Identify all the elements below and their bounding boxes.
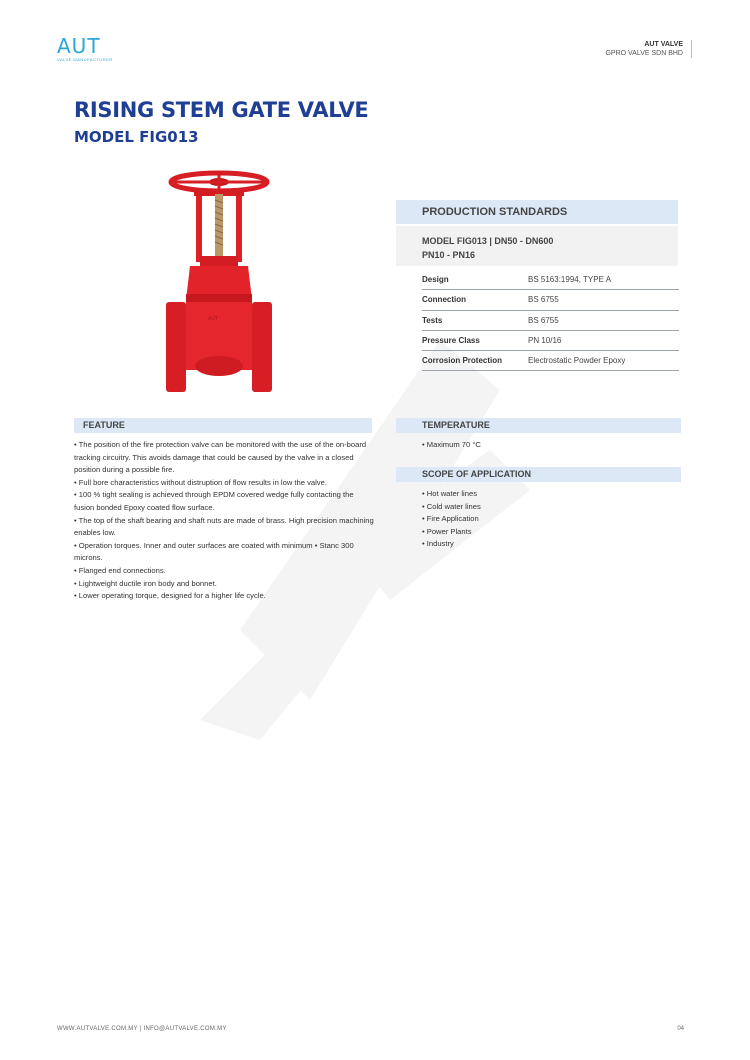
spec-value: BS 5163:1994, TYPE A [528, 275, 612, 285]
spec-value: BS 6755 [528, 315, 559, 325]
logo [57, 36, 113, 62]
spec-label: Pressure Class [422, 336, 480, 346]
list-item: • The position of the fire protection valve can be monitored with the use of the on-board tracking circuitry. This avoids damage that could be caused by the valve in a closed position during a possible fire. [74, 440, 367, 475]
list-item: • The top of the shaft bearing and shaft nuts are made of brass. High precision machining enables low. [74, 515, 374, 538]
spec-label: Connection [422, 295, 466, 305]
production-standards-heading: PRODUCTION STANDARDS [396, 200, 678, 224]
spec-label: Tests [422, 315, 443, 325]
model-range-line1: MODEL FIG013 | DN50 - DN600 [422, 236, 554, 246]
scope-list [422, 488, 481, 551]
svg-text:AUT: AUT [208, 316, 219, 322]
logo-text: AUT [57, 34, 101, 58]
model-range [396, 226, 678, 266]
logo-tagline: VALVE MANUFACTURER [57, 57, 113, 62]
list-item: • 100 % tight sealing is achieved through EPDM covered wedge fully contacting the fusion bonded Epoxy coated flow surface. [74, 490, 354, 512]
spec-label: Corrosion Protection [422, 356, 503, 366]
spec-table [422, 270, 679, 371]
model-range-line2: PN10 - PN16 [422, 250, 476, 260]
list-item: • Hot water lines [422, 489, 477, 498]
list-item: • Cold water lines [422, 501, 481, 511]
list-item: • Full bore characteristics without distruption of flow results in low the valve. [74, 477, 327, 487]
footer-contact: WWW.AUTVALVE.COM.MY | INFO@AUTVALVE.COM.MY [57, 1026, 227, 1032]
feature-list [74, 439, 374, 603]
temperature-list [422, 439, 481, 452]
model-subtitle: MODEL FIG013 [74, 128, 199, 146]
spec-row [422, 290, 679, 310]
spec-label: Design [422, 275, 449, 285]
temperature-heading: TEMPERATURE [396, 418, 681, 433]
spec-row [422, 270, 679, 290]
spec-row [422, 351, 679, 371]
spec-value: Electrostatic Powder Epoxy [528, 356, 626, 366]
list-item: • Fire Application [422, 514, 479, 524]
list-item: • Operation torques. Inner and outer surfaces are coated with minimum • Stanc 300 microns. [74, 540, 354, 563]
feature-heading: FEATURE [74, 418, 372, 433]
page-title: RISING STEM GATE VALVE [74, 98, 369, 122]
spec-value: PN 10/16 [528, 336, 562, 346]
list-item: • Industry [422, 539, 454, 549]
page-number: 04 [677, 1026, 684, 1032]
list-item: • Power Plants [422, 526, 472, 536]
scope-heading: SCOPE OF APPLICATION [396, 467, 681, 482]
company-info [605, 40, 692, 58]
list-item: • Maximum 70 °C [422, 440, 481, 449]
spec-value: BS 6755 [528, 295, 559, 305]
company-subname: GPRO VALVE SDN BHD [605, 50, 683, 57]
list-item: • Lightweight ductile iron body and bonnet. [74, 578, 217, 588]
list-item: • Flanged end connections. [74, 565, 166, 575]
gate-valve-image [160, 170, 278, 394]
spec-row [422, 331, 679, 351]
list-item: • Lower operating torque, designed for a higher life cycle. [74, 591, 266, 601]
company-name: AUT VALVE [644, 41, 683, 48]
spec-row [422, 311, 679, 331]
